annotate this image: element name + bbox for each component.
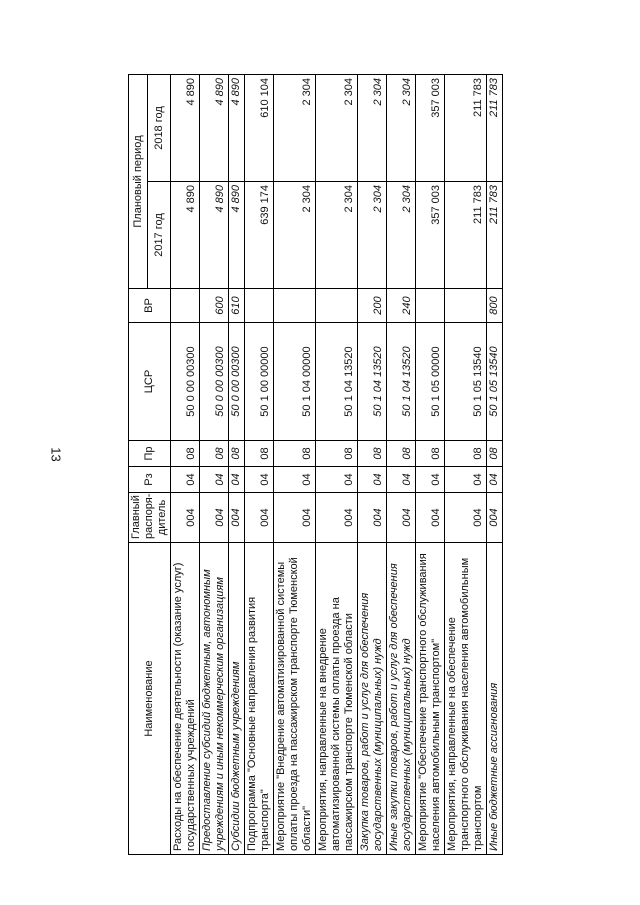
cell-pr: 08 bbox=[316, 441, 358, 467]
cell-vr: 240 bbox=[387, 289, 416, 323]
cell-pr: 08 bbox=[358, 441, 387, 467]
cell-pr: 08 bbox=[171, 441, 200, 467]
cell-vr: 600 bbox=[200, 289, 229, 323]
cell-name: Иные закупки товаров, работ и услуг для обеспечения государственных (муниципальных) нужд bbox=[387, 543, 416, 855]
cell-name: Мероприятия, направленные на внедрение автоматизированной системы оплаты проезда на пассажирском транспорте Тюменской области bbox=[316, 543, 358, 855]
cell-2018: 357 003 bbox=[416, 75, 445, 182]
cell-2018: 4 890 bbox=[200, 75, 229, 182]
cell-csr: 50 1 05 00000 bbox=[416, 323, 445, 441]
cell-csr: 50 1 00 00000 bbox=[245, 323, 274, 441]
cell-manager: 004 bbox=[416, 493, 445, 543]
cell-vr: 610 bbox=[229, 289, 245, 323]
cell-2017: 639 174 bbox=[245, 182, 274, 289]
cell-manager: 004 bbox=[274, 493, 316, 543]
cell-pr: 08 bbox=[200, 441, 229, 467]
cell-pr: 08 bbox=[487, 441, 503, 467]
cell-manager: 004 bbox=[316, 493, 358, 543]
cell-pr: 08 bbox=[274, 441, 316, 467]
cell-name: Закупка товаров, работ и услуг для обеспечения государственных (муниципальных) нужд bbox=[358, 543, 387, 855]
cell-rz: 04 bbox=[416, 467, 445, 493]
cell-2018: 4 890 bbox=[229, 75, 245, 182]
table-row bbox=[445, 75, 487, 855]
header-manager: Главный распоря-дитель bbox=[129, 493, 171, 543]
cell-2017: 2 304 bbox=[316, 182, 358, 289]
table-row bbox=[416, 75, 445, 855]
cell-csr: 50 1 05 13540 bbox=[487, 323, 503, 441]
cell-pr: 08 bbox=[416, 441, 445, 467]
cell-csr: 50 1 05 13540 bbox=[445, 323, 487, 441]
cell-csr: 50 1 04 00000 bbox=[274, 323, 316, 441]
cell-csr: 50 1 04 13520 bbox=[316, 323, 358, 441]
header-name: Наименование bbox=[129, 543, 171, 855]
cell-csr: 50 1 04 13520 bbox=[387, 323, 416, 441]
cell-2018: 610 104 bbox=[245, 75, 274, 182]
cell-2018: 2 304 bbox=[316, 75, 358, 182]
header-pr: Пр bbox=[129, 441, 171, 467]
table-row bbox=[171, 75, 200, 855]
cell-2018: 211 783 bbox=[487, 75, 503, 182]
cell-2018: 2 304 bbox=[358, 75, 387, 182]
page-number: 13 bbox=[48, 447, 64, 462]
table-body bbox=[171, 75, 503, 855]
cell-rz: 04 bbox=[487, 467, 503, 493]
cell-vr bbox=[274, 289, 316, 323]
cell-2018: 2 304 bbox=[387, 75, 416, 182]
cell-2018: 2 304 bbox=[274, 75, 316, 182]
cell-vr bbox=[316, 289, 358, 323]
cell-csr: 50 0 00 00300 bbox=[200, 323, 229, 441]
cell-vr bbox=[445, 289, 487, 323]
header-planned-period: Плановый период bbox=[129, 75, 148, 289]
cell-2017: 2 304 bbox=[358, 182, 387, 289]
budget-table bbox=[128, 74, 503, 855]
table-row bbox=[274, 75, 316, 855]
table-row bbox=[200, 75, 229, 855]
cell-csr: 50 0 00 00300 bbox=[229, 323, 245, 441]
cell-2017: 2 304 bbox=[274, 182, 316, 289]
cell-manager: 004 bbox=[200, 493, 229, 543]
table-row bbox=[487, 75, 503, 855]
cell-manager: 004 bbox=[387, 493, 416, 543]
cell-2018: 211 783 bbox=[445, 75, 487, 182]
cell-manager: 004 bbox=[171, 493, 200, 543]
cell-manager: 004 bbox=[358, 493, 387, 543]
cell-rz: 04 bbox=[200, 467, 229, 493]
rotated-table-container bbox=[128, 75, 528, 855]
cell-manager: 004 bbox=[445, 493, 487, 543]
table-row bbox=[316, 75, 358, 855]
cell-name: Подпрограмма "Основные направления развития транспорта" bbox=[245, 543, 274, 855]
cell-2017: 2 304 bbox=[387, 182, 416, 289]
cell-vr: 800 bbox=[487, 289, 503, 323]
header-2017: 2017 год bbox=[148, 182, 171, 289]
cell-rz: 04 bbox=[358, 467, 387, 493]
header-2018: 2018 год bbox=[148, 75, 171, 182]
cell-vr bbox=[171, 289, 200, 323]
header-vr: ВР bbox=[129, 289, 171, 323]
cell-vr bbox=[245, 289, 274, 323]
cell-2017: 4 890 bbox=[200, 182, 229, 289]
cell-rz: 04 bbox=[245, 467, 274, 493]
cell-vr: 200 bbox=[358, 289, 387, 323]
cell-rz: 04 bbox=[445, 467, 487, 493]
cell-rz: 04 bbox=[387, 467, 416, 493]
cell-pr: 08 bbox=[245, 441, 274, 467]
cell-name: Предоставление субсидий бюджетным, автономным учреждениям и иным некоммерческим организациям bbox=[200, 543, 229, 855]
cell-rz: 04 bbox=[171, 467, 200, 493]
cell-2017: 211 783 bbox=[445, 182, 487, 289]
cell-rz: 04 bbox=[229, 467, 245, 493]
cell-csr: 50 1 04 13520 bbox=[358, 323, 387, 441]
cell-manager: 004 bbox=[229, 493, 245, 543]
cell-rz: 04 bbox=[274, 467, 316, 493]
cell-manager: 004 bbox=[245, 493, 274, 543]
cell-name: Иные бюджетные ассигнования bbox=[487, 543, 503, 855]
cell-name: Мероприятие "Внедрение автоматизированной системы оплаты проезда на пассажирском транспорте Тюменской области" bbox=[274, 543, 316, 855]
cell-manager: 004 bbox=[487, 493, 503, 543]
cell-vr bbox=[416, 289, 445, 323]
cell-name: Мероприятия, направленные на обеспечение транспортного обслуживания населения автомобильным транспортом bbox=[445, 543, 487, 855]
header-rz: Рз bbox=[129, 467, 171, 493]
cell-2017: 4 890 bbox=[229, 182, 245, 289]
cell-name: Расходы на обеспечение деятельности (оказание услуг) государственных учреждений bbox=[171, 543, 200, 855]
cell-rz: 04 bbox=[316, 467, 358, 493]
header-csr: ЦСР bbox=[129, 323, 171, 441]
cell-name: Мероприятие "Обеспечение транспортного обслуживания населения автомобильным транспортом" bbox=[416, 543, 445, 855]
table-row bbox=[387, 75, 416, 855]
cell-2017: 211 783 bbox=[487, 182, 503, 289]
cell-2017: 4 890 bbox=[171, 182, 200, 289]
cell-2018: 4 890 bbox=[171, 75, 200, 182]
cell-pr: 08 bbox=[229, 441, 245, 467]
cell-name: Субсидии бюджетным учреждениям bbox=[229, 543, 245, 855]
cell-pr: 08 bbox=[387, 441, 416, 467]
cell-pr: 08 bbox=[445, 441, 487, 467]
cell-2017: 357 003 bbox=[416, 182, 445, 289]
table-row bbox=[229, 75, 245, 855]
table-row bbox=[358, 75, 387, 855]
cell-csr: 50 0 00 00300 bbox=[171, 323, 200, 441]
table-row bbox=[245, 75, 274, 855]
